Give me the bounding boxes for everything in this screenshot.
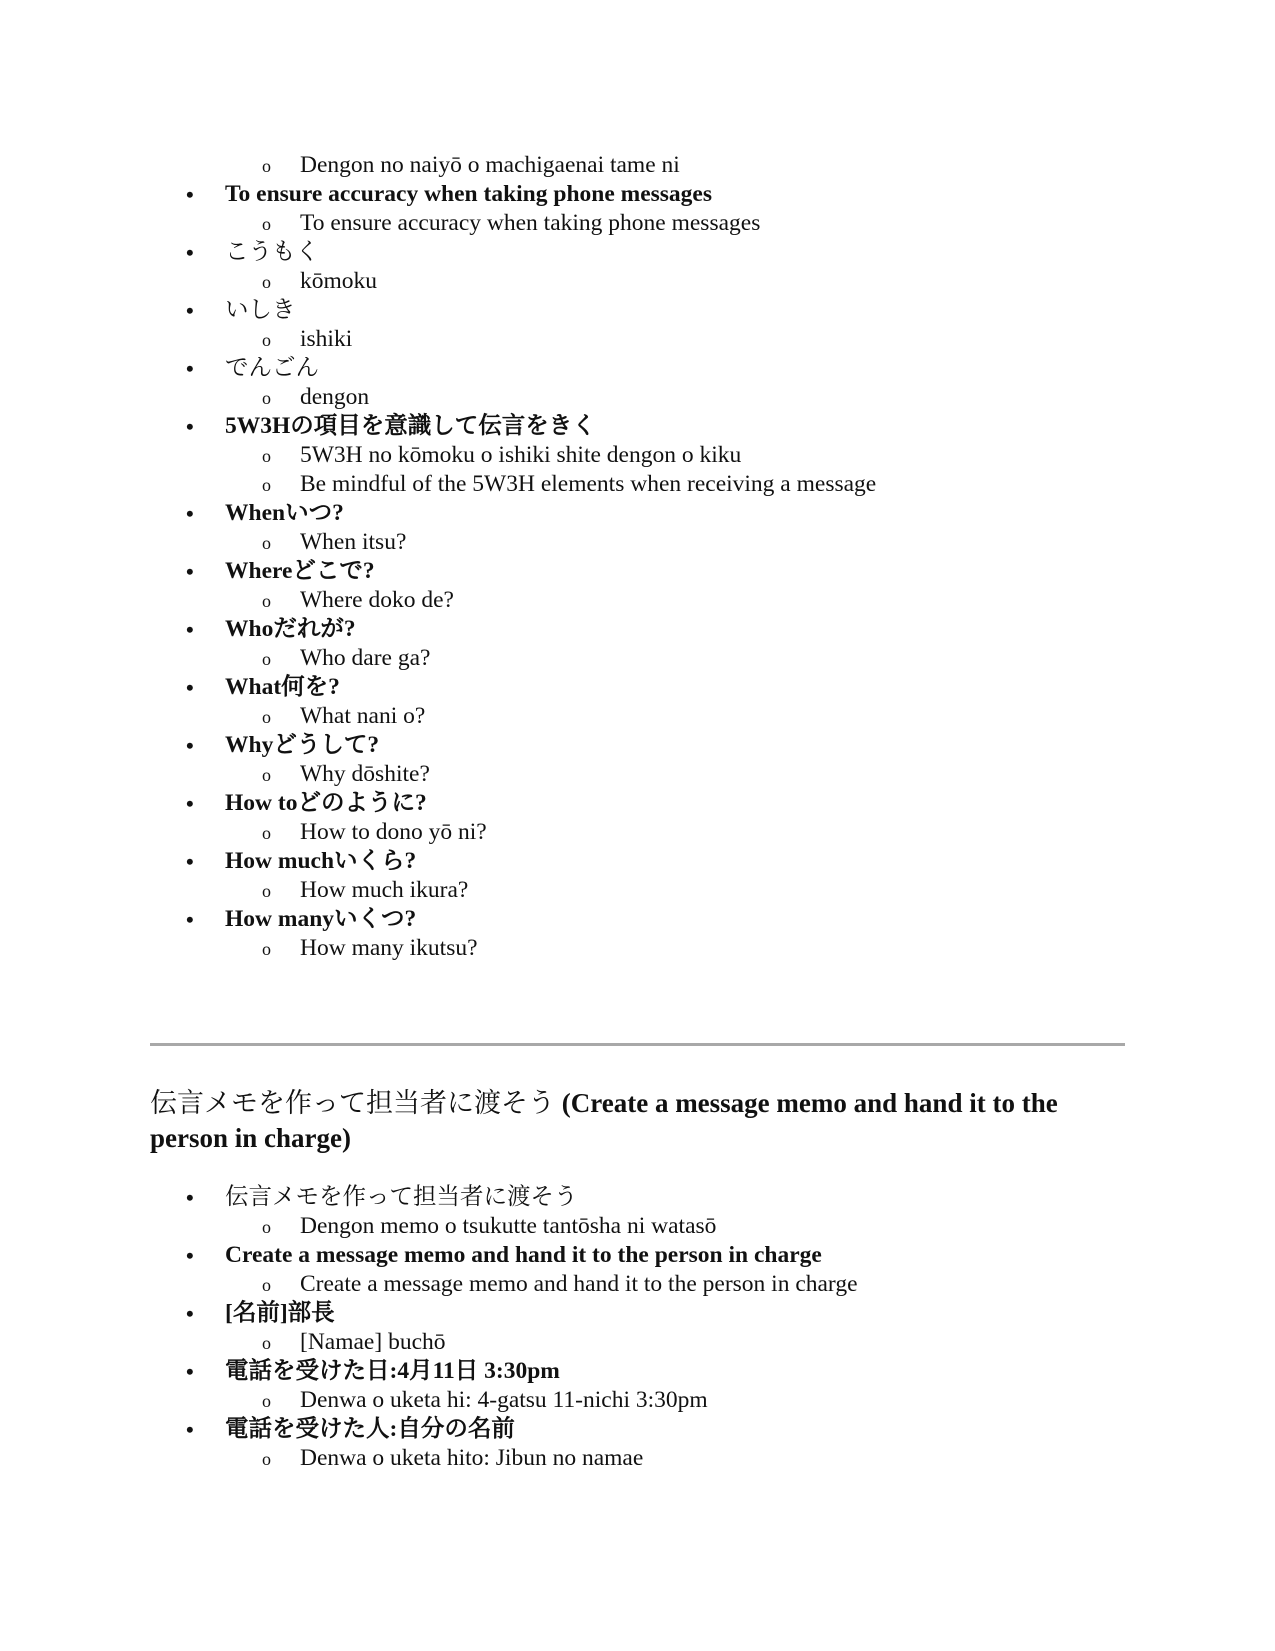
circle-bullet-icon: o [262,388,271,408]
bullet-list-message-memo [0,1183,1275,1473]
sub-item: o How much ikura? [0,876,1275,905]
sub-item: o [Namae] buchō [0,1328,1275,1357]
list-item [0,1357,1275,1415]
list-b [0,1183,1275,1473]
main-item: • 5W3Hの項目を意識して伝言をきく [186,413,596,439]
main-item: • Whoだれが? [186,616,356,642]
sub-item: o How many ikutsu? [0,934,1275,963]
list-item [0,412,1275,499]
bullet-icon: • [186,356,194,381]
circle-bullet-icon: o [262,1217,271,1237]
bullet-icon: • [186,791,194,816]
sub-item: o Create a message memo and hand it to the person in charge [0,1270,1275,1299]
list-item [0,180,1275,238]
bullet-icon: • [186,1417,194,1442]
sub-item: o Who dare ga? [0,644,1275,673]
main-item: • To ensure accuracy when taking phone messages [186,181,713,207]
list-item [0,847,1275,905]
sub-item: o To ensure accuracy when taking phone messages [0,209,1275,238]
sub-item: o Be mindful of the 5W3H elements when receiving a message [0,470,1275,499]
main-item: • 電話を受けた人:自分の名前 [186,1416,515,1442]
circle-bullet-icon: o [262,591,271,611]
main-item: • How muchいくら? [186,848,417,874]
bullet-icon: • [186,733,194,758]
horizontal-rule [150,1043,1125,1046]
main-item: • Whenいつ? [186,500,344,526]
bullet-icon: • [186,907,194,932]
circle-bullet-icon: o [262,214,271,234]
list-item [0,673,1275,731]
sub-item: o Denwa o uketa hi: 4-gatsu 11-nichi 3:30pm [0,1386,1275,1415]
main-item: • How toどのように? [186,790,427,816]
circle-bullet-icon: o [262,272,271,292]
list-item [0,499,1275,557]
sub-item: o Dengon memo o tsukutte tantōsha ni watasō [0,1212,1275,1241]
bullet-icon: • [186,559,194,584]
sub-item: o Where doko de? [0,586,1275,615]
circle-bullet-icon: o [262,765,271,785]
main-item: • 電話を受けた日:4月11日 3:30pm [186,1358,560,1384]
bullet-icon: • [186,849,194,874]
main-item: • 伝言メモを作って担当者に渡そう [186,1184,578,1210]
bullet-icon: • [186,1301,194,1326]
main-item: • Whyどうして? [186,732,380,758]
circle-bullet-icon: o [262,1391,271,1411]
section-heading-en: (Create a message memo and hand it to the person in charge) [150,1088,1058,1153]
main-item: • What何を? [186,674,340,700]
sub-item: o What nani o? [0,702,1275,731]
bullet-icon: • [186,675,194,700]
list-item [0,238,1275,296]
main-item: • [名前]部長 [186,1300,335,1326]
list-item [0,1241,1275,1299]
circle-bullet-icon: o [262,533,271,553]
list-item [0,905,1275,963]
list-item [0,296,1275,354]
bullet-icon: • [186,298,194,323]
sub-item: o How to dono yō ni? [0,818,1275,847]
main-item: • How manyいくつ? [186,906,417,932]
main-item: • でんごん [186,355,319,381]
main-item: • いしき [186,297,296,323]
sub-item: o 5W3H no kōmoku o ishiki shite dengon o kiku [0,441,1275,470]
sub-item: o ishiki [0,325,1275,354]
circle-bullet-icon: o [262,881,271,901]
bullet-list-5w3h [0,151,1275,963]
circle-bullet-icon: o [262,330,271,350]
list-item [0,1299,1275,1357]
circle-bullet-icon: o [262,156,271,176]
sub-item: o kōmoku [0,267,1275,296]
circle-bullet-icon: o [262,707,271,727]
list-item [0,354,1275,412]
bullet-icon: • [186,182,194,207]
list-item [0,615,1275,673]
sub-item: o When itsu? [0,528,1275,557]
circle-bullet-icon: o [262,823,271,843]
list-item [0,1183,1275,1241]
bullet-icon: • [186,414,194,439]
sub-item: o Dengon no naiyō o machigaenai tame ni [0,151,1275,180]
bullet-icon: • [186,240,194,265]
list-item [0,731,1275,789]
bullet-icon: • [186,1359,194,1384]
list-item [0,1415,1275,1473]
main-item: • こうもく [186,239,319,265]
main-item: • Whereどこで? [186,558,375,584]
circle-bullet-icon: o [262,475,271,495]
section-heading [150,1086,1125,1156]
sub-item: o Why dōshite? [0,760,1275,789]
bullet-icon: • [186,1243,194,1268]
bullet-icon: • [186,501,194,526]
list-item [0,557,1275,615]
section-heading-jp: 伝言メモを作って担当者に渡そう [150,1088,555,1118]
main-item: • Create a message memo and hand it to the person in charge [186,1242,822,1268]
circle-bullet-icon: o [262,446,271,466]
list-item [0,151,1275,180]
bullet-icon: • [186,1185,194,1210]
circle-bullet-icon: o [262,939,271,959]
sub-item: o dengon [0,383,1275,412]
list-a [0,151,1275,963]
list-item [0,789,1275,847]
circle-bullet-icon: o [262,1449,271,1469]
circle-bullet-icon: o [262,649,271,669]
sub-item: o Denwa o uketa hito: Jibun no namae [0,1444,1275,1473]
circle-bullet-icon: o [262,1275,271,1295]
circle-bullet-icon: o [262,1333,271,1353]
bullet-icon: • [186,617,194,642]
